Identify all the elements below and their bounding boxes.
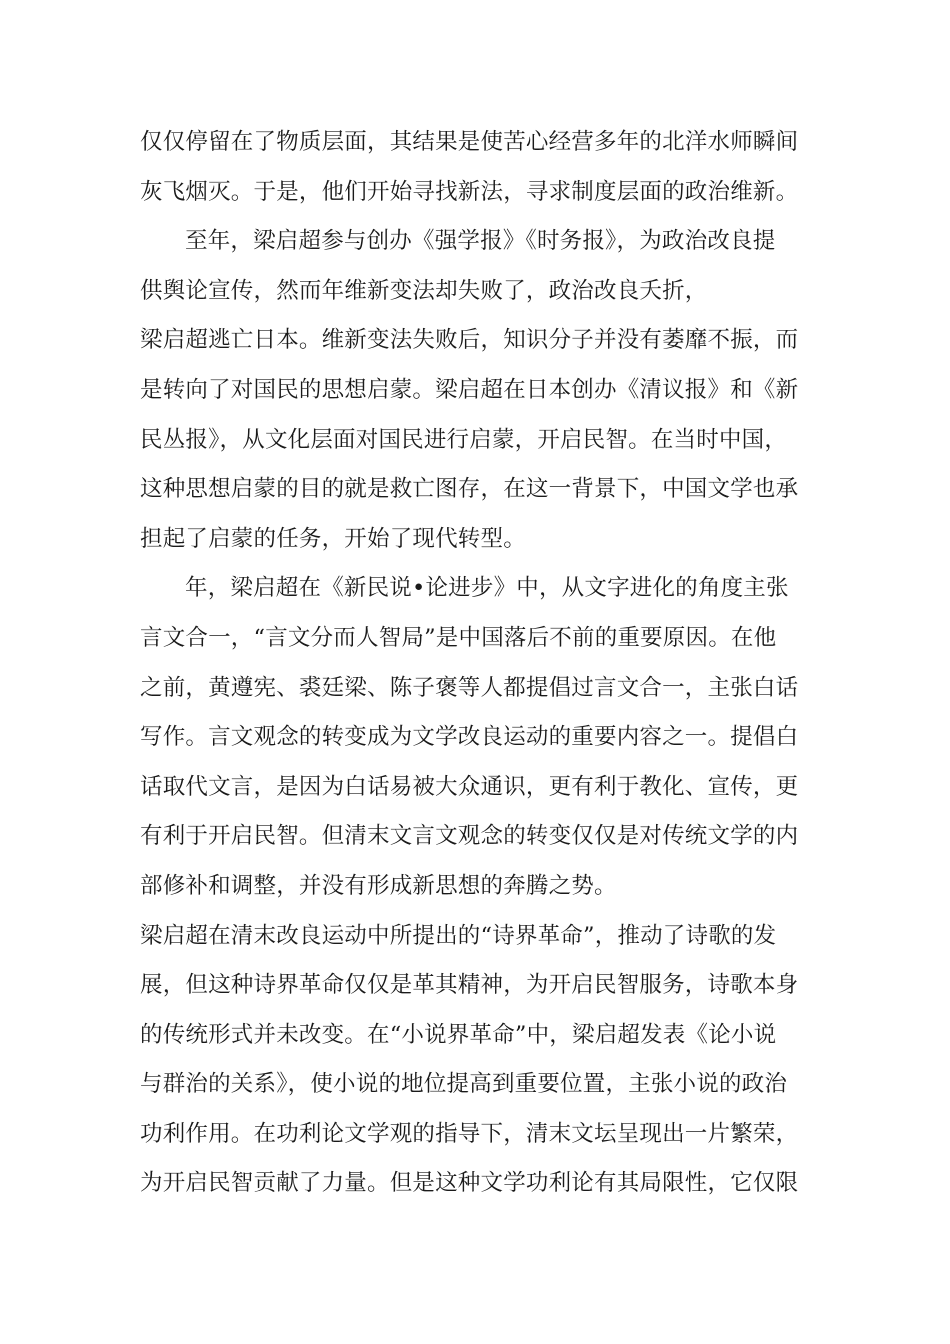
text-line: 仅仅停留在了物质层面，其结果是使苦心经营多年的北洋水师瞬间 <box>140 129 799 155</box>
text-line: 年，梁启超在《新民说•论进步》中，从文字进化的角度主张 <box>185 575 789 602</box>
text-line: 写作。言文观念的转变成为文学改良运动的重要内容之一。提倡白 <box>140 724 799 751</box>
text-line: 的传统形式并未改变。在“小说界革命”中，梁启超发表《论小说 <box>140 1021 777 1048</box>
text-line: 言文合一，“言文分而人智局”是中国落后不前的重要原因。在他 <box>140 624 777 651</box>
text-line: 功利作用。在功利论文学观的指导下，清末文坛呈现出一片繁荣， <box>140 1120 799 1147</box>
text-line: 担起了启蒙的任务，开始了现代转型。 <box>140 525 526 552</box>
text-line: 灰飞烟灭。于是，他们开始寻找新法，寻求制度层面的政治维新。 <box>140 178 799 205</box>
text-line: 之前，黄遵宪、裘廷梁、陈子褒等人都提倡过言文合一，主张白话 <box>140 674 799 701</box>
text-line: 梁启超在清末改良运动中所提出的“诗界革命”，推动了诗歌的发 <box>140 922 777 949</box>
text-line: 与群治的关系》，使小说的地位提高到重要位置，主张小说的政治 <box>140 1071 788 1098</box>
text-line: 民丛报》，从文化层面对国民进行启蒙，开启民智。在当时中国， <box>140 426 788 453</box>
text-line: 话取代文言，是因为白话易被大众通识，更有利于教化、宣传，更 <box>140 773 799 800</box>
text-line: 梁启超逃亡日本。维新变法失败后，知识分子并没有萎靡不振，而 <box>140 327 799 354</box>
text-line: 展，但这种诗界革命仅仅是革其精神，为开启民智服务，诗歌本身 <box>140 972 799 999</box>
text-line: 部修补和调整，并没有形成新思想的奔腾之势。 <box>140 872 617 899</box>
body-text <box>140 118 820 1209</box>
text-line: 是转向了对国民的思想启蒙。梁启超在日本创办《清议报》和《新 <box>140 376 799 403</box>
text-line: 供舆论宣传，然而年维新变法却失败了，政治改良夭折， <box>140 277 708 304</box>
text-line: 至年，梁启超参与创办《强学报》《时务报》，为政治改良提 <box>185 228 776 255</box>
text-line: 为开启民智贡献了力量。但是这种文学功利论有其局限性，它仅限 <box>140 1170 799 1197</box>
text-line: 有利于开启民智。但清末文言文观念的转变仅仅是对传统文学的内 <box>140 823 799 850</box>
text-line: 这种思想启蒙的目的就是救亡图存，在这一背景下，中国文学也承 <box>140 476 799 503</box>
